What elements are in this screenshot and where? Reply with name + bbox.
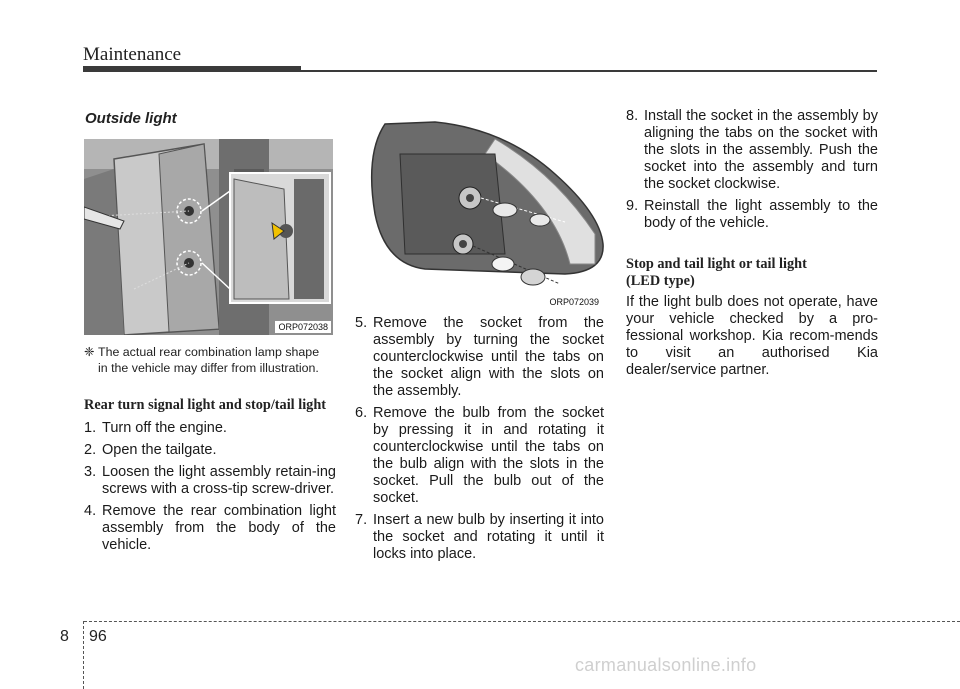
figure-code: ORP072038 <box>275 321 331 333</box>
watermark: carmanualsonline.info <box>575 655 757 675</box>
header-rule <box>301 70 877 72</box>
note-mark: ❈ <box>84 345 95 359</box>
column-3-steps <box>626 108 878 237</box>
figure-socket-bulb <box>355 114 604 310</box>
section-title: Outside light <box>85 110 177 127</box>
list-item: 2. Open the tailgate. <box>84 442 217 458</box>
list-item: 1. Turn off the engine. <box>84 420 227 436</box>
subheading-rear-turn-signal: Rear turn signal light and stop/tail light <box>84 397 327 413</box>
list-item: 6. Remove the bulb from the socket by pressing it in and rotating it counterclockwise until the tabs on the bulb align with the slots in the socket. Pull the bulb out of the socket. <box>355 405 604 506</box>
led-paragraph: If the light bulb does not operate, have your vehicle checked by a pro-fessional workshop. Kia recom-mends to visit an authorised Kia dealer/service partner. <box>626 294 878 378</box>
footer-rule <box>84 621 960 622</box>
list-item: 9. Reinstall the light assembly to the body of the vehicle. <box>626 198 878 231</box>
lamp-screws-illustration <box>84 139 333 335</box>
column-1-steps <box>84 420 336 559</box>
column-2-steps <box>355 315 604 568</box>
list-item: 7. Insert a new bulb by inserting it into the socket and rotating it until it locks into place. <box>355 512 604 562</box>
page-header-title: Maintenance <box>83 44 182 65</box>
list-item: 3. Loosen the light assembly retain-ing screws with a cross-tip screw-driver. <box>84 464 336 497</box>
page-number: 96 <box>89 628 107 645</box>
figure-caption <box>84 344 336 376</box>
chapter-number: 8 <box>60 628 69 645</box>
header-bar <box>83 66 301 72</box>
figure-code: ORP072039 <box>546 296 602 308</box>
figure-lamp-screws <box>84 139 333 335</box>
footer-divider <box>83 621 84 689</box>
socket-bulb-illustration <box>355 114 604 310</box>
list-item: 5. Remove the socket from the assembly by turning the socket counterclockwise until the tabs on the socket align with the slots on the assembly. <box>355 315 604 399</box>
list-item: 4. Remove the rear combination light assembly from the body of the vehicle. <box>84 503 336 553</box>
list-item: 8. Install the socket in the assembly by aligning the tabs on the socket with the slots in the assembly. Push the socket into the assembly and turn the socket clockwise. <box>626 108 878 192</box>
caption-line-1: The actual rear combination lamp shape <box>98 345 320 359</box>
caption-line-2: in the vehicle may differ from illustration. <box>98 361 319 375</box>
subheading-led-tail-light: Stop and tail light or tail light (LED type) <box>626 256 807 289</box>
